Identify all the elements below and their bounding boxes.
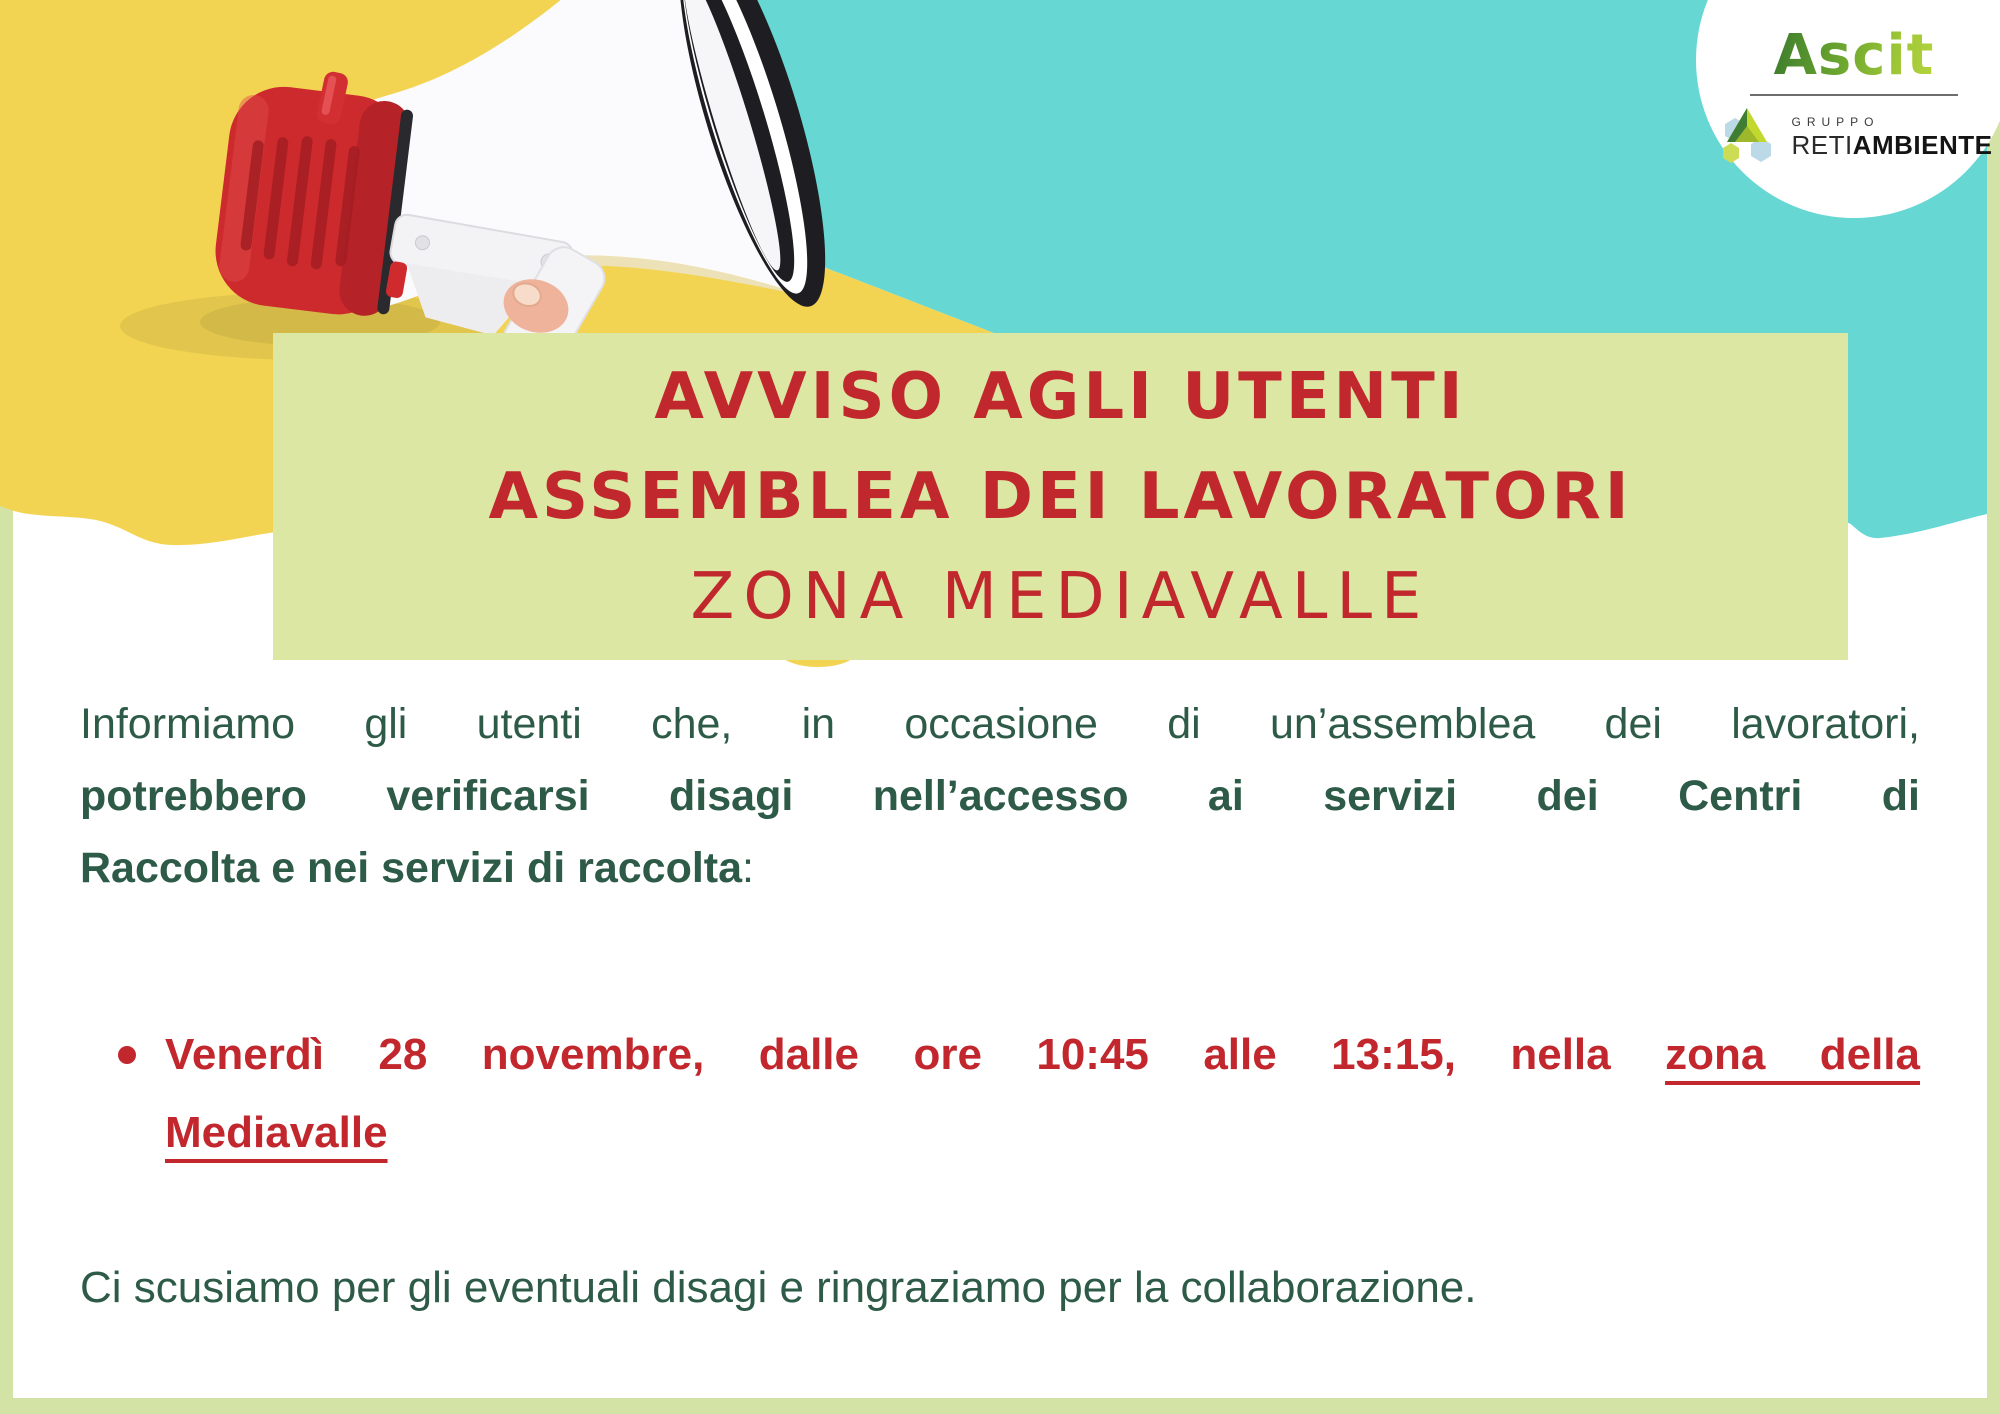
retiambiente-logo-icon (1715, 106, 1779, 168)
bullet-line-1 (165, 1016, 1920, 1094)
bullet-line-2 (165, 1094, 1920, 1172)
intro-paragraph (80, 688, 1920, 904)
bullet-marker-icon (118, 1046, 136, 1064)
bullet-item (80, 1016, 1920, 1172)
ascit-wordmark: Ascit (1773, 23, 1935, 88)
title-subtitle: ZONA MEDIAVALLE (690, 559, 1431, 634)
intro-line-3-colon: : (742, 844, 754, 892)
intro-line-3 (80, 832, 1920, 904)
closing-paragraph: Ci scusiamo per gli eventuali disagi e ringraziamo per la collaborazione. (80, 1263, 1477, 1312)
retiambiente-label (1791, 131, 1992, 159)
title-line-1: AVVISO AGLI UTENTI (654, 359, 1467, 434)
intro-line-2: potrebbero verificarsi disagi nell’accesso ai servizi dei Centri di (80, 772, 1920, 820)
logo-divider (1750, 94, 1958, 96)
ambiente-part: AMBIENTE (1852, 130, 1993, 160)
frame-strip-right (1987, 0, 2000, 1414)
bullet-line-1-text: Venerdì 28 novembre, dalle ore 10:45 alle 13:15, nella (165, 1030, 1666, 1079)
body-content (80, 0, 1920, 1414)
group-logo-row (1715, 106, 1992, 168)
bullet-line-2-underlined: Mediavalle (165, 1108, 388, 1157)
reti-part: RETI (1791, 130, 1853, 160)
bullet-text (165, 1016, 1920, 1172)
bullet-line-1-underlined: zona della (1665, 1030, 1920, 1079)
group-logo-texts (1791, 115, 1992, 159)
title-line-2: ASSEMBLEA DEI LAVORATORI (488, 459, 1633, 534)
intro-line-3-bold: Raccolta e nei servizi di raccolta (80, 844, 743, 892)
gruppo-label: GRUPPO (1791, 115, 1880, 129)
intro-line-1: Informiamo gli utenti che, in occasione di un’assemblea dei lavoratori, (80, 700, 1920, 748)
